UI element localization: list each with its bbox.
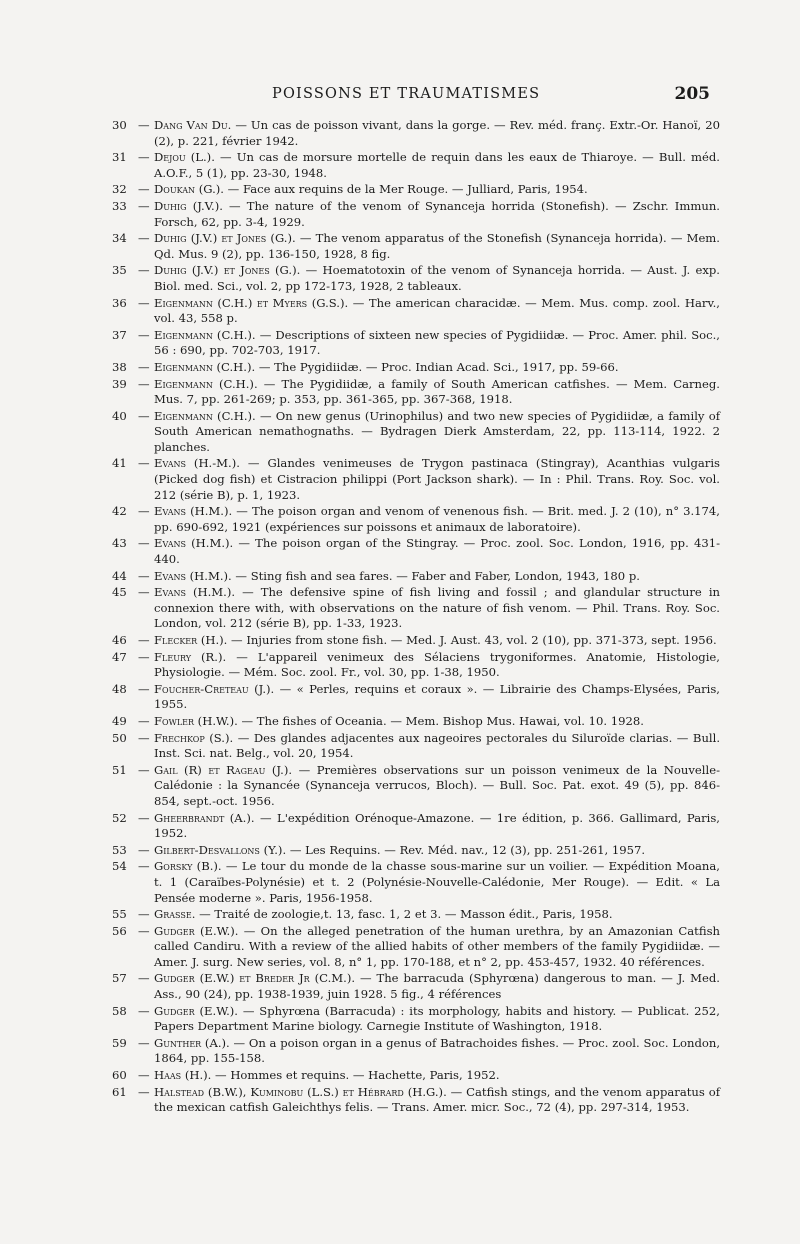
reference-number: 49 (112, 713, 127, 728)
reference-list (112, 118, 720, 1117)
reference-number: 50 (112, 730, 127, 745)
reference-number: 42 (112, 504, 127, 519)
reference-dash: — (138, 713, 150, 728)
reference-author: Evans (H.M.). (154, 585, 236, 600)
reference-author: Evans (H.-M.). (154, 456, 240, 471)
page-header (112, 84, 720, 106)
reference-item (112, 263, 720, 294)
reference-author: Eigenmann (C.H.). (154, 359, 256, 374)
reference-dash: — (138, 859, 150, 874)
reference-text: — Hommes et requins. — Hachette, Paris, 1952. (211, 1068, 500, 1083)
reference-author: Duhig (J.V.) et Jones (G.). (154, 263, 301, 278)
reference-dash: — (138, 150, 150, 165)
reference-author: Doukan (G.). (154, 182, 224, 197)
reference-text: — Un cas de poisson vivant, dans la gorge. — Rev. méd. franç. Extr.-Or. Hanoï, 20 (2), p. 221, février 1942. (154, 118, 720, 148)
reference-dash: — (138, 118, 150, 132)
reference-number: 46 (112, 633, 127, 647)
reference-text: — Le tour du monde de la chasse sous-marine sur un voilier. — Expédition Moana, t. 1 (Caraïbes-Polynésie) et t. 2 (Polynésie-Nouvelle-Calédonie, Mer Rouge). — Edit. « La Pensée moderne ». Paris, 1956-1958. (154, 859, 720, 905)
reference-dash: — (138, 504, 150, 519)
reference-author: Halstead (B.W.), Kuminobu (L.S.) et Hébrard (H.G.). (154, 1084, 447, 1099)
reference-item (112, 150, 720, 181)
reference-number: 36 (112, 295, 127, 310)
reference-item (112, 924, 720, 971)
reference-text: — On the alleged penetration of the human urethra, by an Amazonian Catfish called Candiru. With a review of the allied habits of other members of the family Pygidiidæ. — Amer. J. surg. New series, vol. 8, n° 1, pp. 170-188, et n° 2, pp. 453-457, 1932. 40 références. (154, 923, 720, 969)
reference-item (112, 859, 720, 906)
reference-text: — L'expédition Orénoque-Amazone. — 1re édition, p. 366. Gallimard, Paris, 1952. (154, 810, 720, 841)
reference-number: 59 (112, 1035, 127, 1050)
reference-text: — Traité de zoologie,t. 13, fasc. 1, 2 et 3. — Masson édit., Paris, 1958. (195, 907, 613, 922)
reference-text: — L'appareil venimeux des Sélaciens trygoniformes. Anatomie, Histologie, Physiologie. — Mém. Soc. zool. Fr., vol. 30, pp. 1-38, 1950. (154, 649, 720, 680)
reference-dash: — (138, 456, 150, 471)
reference-author: Gunther (A.). (154, 1035, 230, 1050)
reference-dash: — (138, 536, 150, 551)
reference-author: Dejou (L.). (154, 150, 215, 165)
reference-item (112, 633, 720, 649)
reference-number: 43 (112, 536, 127, 551)
reference-item (112, 1085, 720, 1116)
reference-text: — The poison organ and venom of venenous fish. — Brit. med. J. 2 (10), n° 3.174, pp. 690-692, 1921 (expériences sur poissons et animaux de laboratoire). (154, 504, 720, 534)
reference-dash: — (138, 327, 150, 342)
reference-author: Eigenmann (C.H.) et Myers (G.S.). (154, 295, 349, 310)
reference-text: — Catfish stings, and the venom apparatus of the mexican catfish Galeichthys felis. — Trans. Amer. micr. Soc., 72 (4), pp. 297-314, 1953. (154, 1084, 720, 1115)
reference-item (112, 714, 720, 730)
running-title: POISSONS ET TRAUMATISMES (272, 86, 541, 102)
reference-author: Gudger (E.W.) et Breder Jr (C.M.). (154, 971, 356, 986)
reference-dash: — (138, 907, 150, 922)
reference-dash: — (138, 810, 150, 825)
reference-dash: — (138, 198, 150, 213)
reference-text: — Sting fish and sea fares. — Faber and Faber, London, 1943, 180 p. (231, 568, 640, 583)
reference-item (112, 907, 720, 923)
reference-text: — The nature of the venom of Synanceja horrida (Stonefish). — Zschr. Immun. Forsch, 62, pp. 3-4, 1929. (154, 198, 720, 229)
reference-number: 47 (112, 649, 127, 664)
reference-item (112, 199, 720, 230)
reference-number: 56 (112, 923, 127, 938)
reference-dash: — (138, 649, 150, 664)
reference-author: Evans (H.M.). (154, 568, 232, 583)
reference-number: 54 (112, 859, 127, 874)
reference-item (112, 504, 720, 535)
reference-author: Gudger (E.W.). (154, 1003, 238, 1018)
reference-number: 32 (112, 182, 127, 197)
reference-item (112, 1036, 720, 1067)
reference-item (112, 1068, 720, 1084)
reference-number: 60 (112, 1068, 127, 1083)
reference-number: 34 (112, 231, 127, 246)
reference-item (112, 409, 720, 456)
reference-item (112, 1004, 720, 1035)
reference-dash: — (138, 408, 150, 423)
reference-dash: — (138, 842, 150, 857)
reference-author: Duhig (J.V.). (154, 198, 223, 213)
reference-item (112, 843, 720, 859)
reference-text: — Hoematotoxin of the venom of Synanceja horrida. — Aust. J. exp. Biol. med. Sci., vol. 2, pp 172-173, 1928, 2 tableaux. (154, 263, 720, 293)
reference-item (112, 536, 720, 567)
reference-author: Gail (R) et Rageau (J.). (154, 762, 293, 777)
reference-number: 30 (112, 118, 127, 132)
reference-number: 38 (112, 359, 127, 374)
reference-author: Dang Van Du. (154, 118, 232, 132)
reference-author: Eigenmann (C.H.). (154, 376, 258, 391)
reference-item (112, 731, 720, 762)
reference-text: — The Pygidiidæ, a family of South American catfishes. — Mem. Carneg. Mus. 7, pp. 261-269; p. 353, pp. 361-365, pp. 367-368, 1918. (154, 376, 720, 407)
reference-text: — Les Requins. — Rev. Méd. nav., 12 (3), pp. 251-261, 1957. (286, 842, 646, 857)
reference-text: — The Pygidiidæ. — Proc. Indian Acad. Sci., 1917, pp. 59-66. (255, 359, 619, 374)
reference-author: Gorsky (B.). (154, 859, 222, 874)
reference-dash: — (138, 633, 150, 647)
reference-text: — The american characidæ. — Mem. Mus. comp. zool. Harv., vol. 43, 558 p. (154, 295, 720, 326)
reference-author: Duhig (J.V.) et Jones (G.). (154, 231, 296, 246)
reference-number: 33 (112, 198, 127, 213)
reference-item (112, 650, 720, 681)
reference-text: — The defensive spine of fish living and fossil ; and glandular structure in connexion there with, with observations on the nature of fish venom. — Phil. Trans. Roy. Soc. London, vol. 212 (série B), pp. 1-33, 1923. (154, 585, 720, 631)
reference-dash: — (138, 923, 150, 938)
reference-author: Foucher-Creteau (J.). (154, 681, 275, 696)
reference-dash: — (138, 263, 150, 278)
reference-item (112, 811, 720, 842)
reference-author: Grasse. (154, 907, 196, 922)
reference-number: 57 (112, 971, 127, 986)
reference-dash: — (138, 1084, 150, 1099)
reference-text: — Face aux requins de la Mer Rouge. — Julliard, Paris, 1954. (223, 182, 588, 197)
reference-dash: — (138, 971, 150, 986)
reference-text: — « Perles, requins et coraux ». — Librairie des Champs-Elysées, Paris, 1955. (154, 681, 720, 712)
reference-author: Gheerbrandt (A.). (154, 810, 255, 825)
reference-dash: — (138, 376, 150, 391)
reference-item (112, 971, 720, 1002)
reference-dash: — (138, 730, 150, 745)
reference-number: 37 (112, 327, 127, 342)
reference-author: Eigenmann (C.H.). (154, 327, 256, 342)
page-number: 205 (674, 84, 710, 104)
reference-dash: — (138, 295, 150, 310)
reference-text: — The poison organ of the Stingray. — Proc. zool. Soc. London, 1916, pp. 431-440. (154, 536, 720, 567)
reference-text: — Un cas de morsure mortelle de requin dans les eaux de Thiaroye. — Bull. méd. A.O.F., 5 (1), pp. 23-30, 1948. (154, 150, 720, 180)
reference-text: — The venom apparatus of the Stonefish (Synanceja horrida). — Mem. Qd. Mus. 9 (2), pp. 136-150, 1928, 8 fig. (154, 231, 720, 261)
reference-number: 58 (112, 1003, 127, 1018)
reference-author: Gudger (E.W.). (154, 923, 239, 938)
reference-text: — The barracuda (Sphyrœna) dangerous to man. — J. Med. Ass., 90 (24), pp. 1938-1939, juin 1928. 5 fig., 4 références (154, 971, 720, 1002)
reference-dash: — (138, 568, 150, 583)
reference-item (112, 182, 720, 198)
reference-number: 44 (112, 568, 127, 583)
reference-number: 52 (112, 810, 127, 825)
reference-number: 51 (112, 762, 127, 777)
reference-number: 41 (112, 456, 127, 471)
reference-number: 35 (112, 263, 127, 278)
reference-author: Gilbert-Desvallons (Y.). (154, 842, 287, 857)
reference-dash: — (138, 359, 150, 374)
reference-dash: — (138, 1035, 150, 1050)
reference-number: 31 (112, 150, 127, 165)
reference-author: Frechkop (S.). (154, 730, 234, 745)
reference-dash: — (138, 1003, 150, 1018)
reference-text: — On new genus (Urinophilus) and two new species of Pygidiidæ, a family of South American nemathognaths. — Bydragen Dierk Amsterdam, 22, pp. 113-114, 1922. 2 planches. (154, 408, 720, 454)
reference-number: 53 (112, 842, 127, 857)
reference-item (112, 360, 720, 376)
reference-dash: — (138, 182, 150, 197)
reference-dash: — (138, 585, 150, 600)
reference-text: — Descriptions of sixteen new species of Pygidiidæ. — Proc. Amer. phil. Soc., 56 : 690, pp. 702-703, 1917. (154, 327, 720, 358)
reference-item (112, 682, 720, 713)
reference-number: 55 (112, 907, 127, 922)
reference-dash: — (138, 231, 150, 246)
reference-number: 48 (112, 681, 127, 696)
reference-item (112, 763, 720, 810)
reference-text: — On a poison organ in a genus of Batrachoides fishes. — Proc. zool. Soc. London, 1864, pp. 155-158. (154, 1035, 721, 1066)
reference-author: Haas (H.). (154, 1068, 212, 1083)
reference-text: — The fishes of Oceania. — Mem. Bishop Mus. Hawai, vol. 10. 1928. (237, 713, 644, 728)
reference-item (112, 118, 720, 149)
reference-dash: — (138, 681, 150, 696)
reference-text: — Sphyrœna (Barracuda) : its morphology, habits and history. — Publicat. 252, Papers Department Marine biology. Carnegie Institute of Washington, 1918. (154, 1003, 720, 1034)
reference-number: 61 (112, 1084, 127, 1099)
reference-item (112, 296, 720, 327)
reference-dash: — (138, 762, 150, 777)
reference-item (112, 377, 720, 408)
reference-item (112, 585, 720, 632)
reference-item (112, 231, 720, 262)
reference-item (112, 569, 720, 585)
reference-item (112, 328, 720, 359)
reference-author: Fleury (R.). (154, 649, 227, 664)
reference-author: Evans (H.M.). (154, 504, 233, 519)
reference-number: 39 (112, 376, 127, 391)
reference-author: Fowler (H.W.). (154, 713, 238, 728)
reference-text: — Glandes venimeuses de Trygon pastinaca (Stingray), Acanthias vulgaris (Picked dog fish) et Cistracion philippi (Port Jackson shark). — In : Phil. Trans. Roy. Soc. vol. 212 (série B), p. 1, 1923. (154, 456, 720, 502)
reference-author: Eigenmann (C.H.). (154, 408, 256, 423)
reference-text: — Des glandes adjacentes aux nageoires pectorales du Siluroïde clarias. — Bull. Inst. Sci. nat. Belg., vol. 20, 1954. (154, 730, 721, 761)
reference-number: 40 (112, 408, 127, 423)
reference-author: Flecker (H.). (154, 633, 228, 647)
reference-text: — Premières observations sur un poisson venimeux de la Nouvelle-Calédonie : la Synancée (Synanceja verrucos, Bloch). — Bull. Soc. Pat. exot. 49 (5), pp. 846-854, sept.-oct. 1956. (154, 762, 720, 808)
reference-author: Evans (H.M.). (154, 536, 234, 551)
reference-item (112, 456, 720, 503)
reference-dash: — (138, 1068, 150, 1083)
reference-text: — Injuries from stone fish. — Med. J. Aust. 43, vol. 2 (10), pp. 371-373, sept. 1956. (227, 633, 717, 647)
reference-number: 45 (112, 585, 127, 600)
